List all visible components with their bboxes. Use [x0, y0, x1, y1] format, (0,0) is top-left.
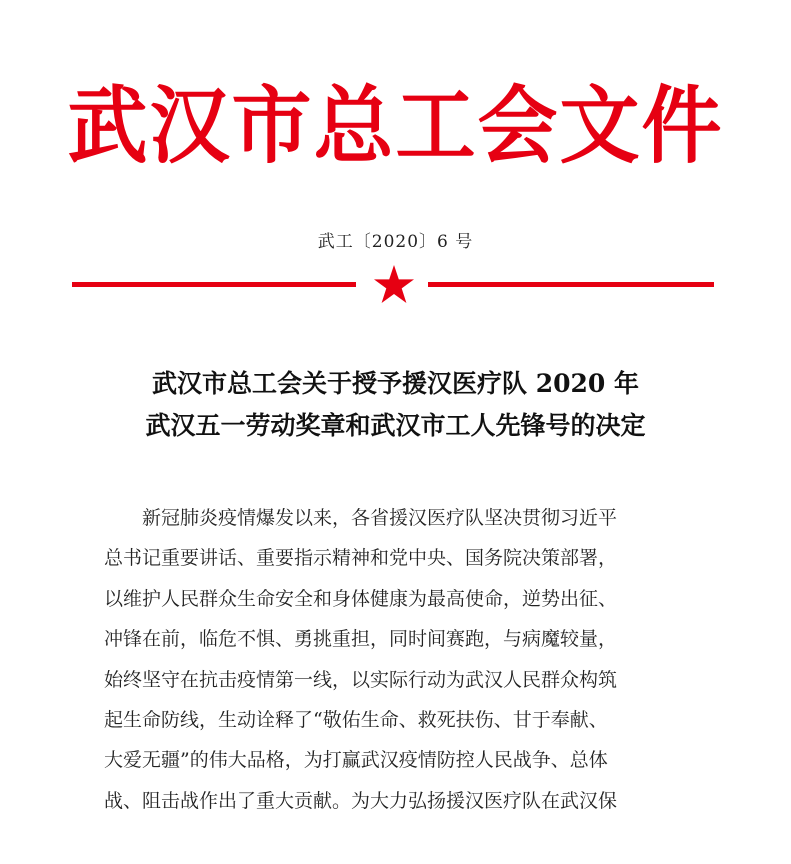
separator-line-left [72, 282, 356, 287]
masthead-title: 武汉市总工会文件 [67, 76, 724, 176]
document-title [0, 363, 791, 447]
star-icon [373, 264, 415, 304]
body-line: 起生命防线，生动诠释了“敬佑生命、救死扶伤、甘于奉献、 [104, 709, 608, 732]
body-line: 总书记重要讲话、重要指示精神和党中央、国务院决策部署， [104, 547, 618, 570]
body-line: 大爱无疆”的伟大品格，为打赢武汉疫情防控人民战争、总体 [104, 749, 608, 772]
separator-line-right [428, 282, 714, 287]
body-line: 以维护人民群众生命安全和身体健康为最高使命，逆势出征、 [104, 587, 618, 610]
body-line: 冲锋在前，临危不惧、勇挑重担，同时间赛跑，与病魔较量， [104, 628, 618, 651]
title-line-1: 武汉市总工会关于授予援汉医疗队 2020 年 [152, 369, 639, 398]
document-number: 武工〔2020〕6 号 [317, 232, 474, 252]
body-line: 战、阻击战作出了重大贡献。为大力弘扬援汉医疗队在武汉保 [104, 789, 618, 812]
red-separator [0, 264, 791, 306]
body-line: 始终坚守在抗击疫情第一线，以实际行动为武汉人民群众构筑 [104, 668, 618, 691]
body-paragraph [104, 498, 688, 821]
title-line-2: 武汉五一劳动奖章和武汉市工人先锋号的决定 [145, 411, 646, 440]
body-line: 新冠肺炎疫情爆发以来，各省援汉医疗队坚决贯彻习近平 [142, 507, 618, 529]
